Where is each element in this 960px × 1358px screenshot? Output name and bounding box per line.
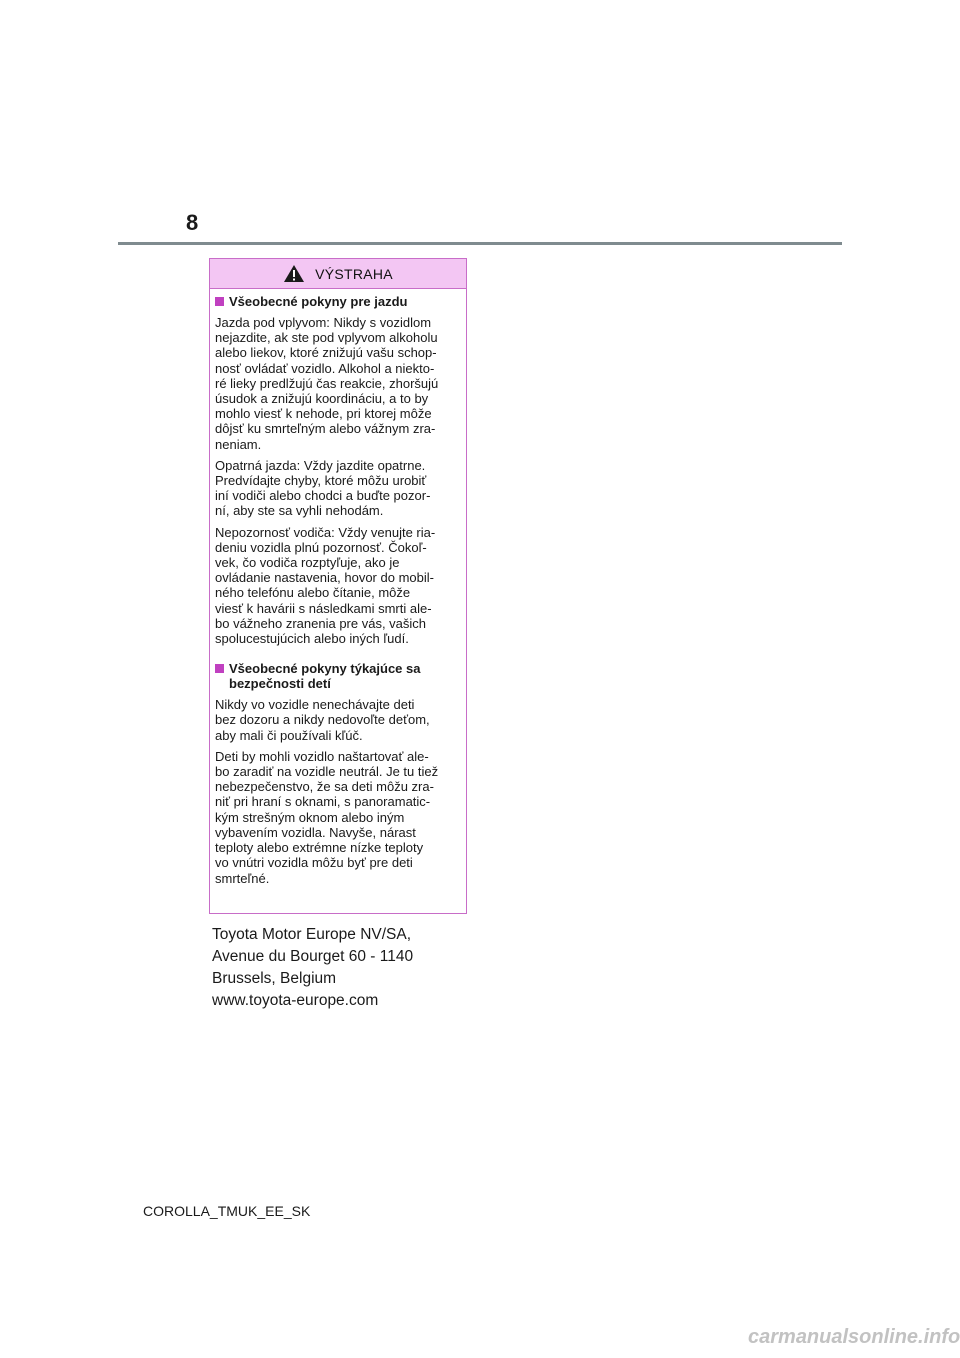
paragraph-influence: Jazda pod vplyvom: Nikdy s vozidlom nejazdite, ak ste pod vplyvom alkoholu alebo liekov, ktoré znižujú vašu schop- nosť ovládať vozidlo. Alkohol a niekto- ré lieky predlžujú čas reakcie, zhoršujú úsudok a znižujú koordináciu, a to by mohlo viesť k nehode, pri ktorej môže dôjsť ku smrteľným alebo vážnym zra- neniam. (215, 315, 439, 452)
publisher-address (212, 924, 413, 1012)
address-line: Avenue du Bourget 60 - 1140 (212, 948, 414, 965)
watermark: carmanualsonline.info (748, 1326, 960, 1348)
section-heading-children: Všeobecné pokyny týkajúce sa bezpečnosti detí (215, 661, 461, 691)
warning-triangle-icon (283, 264, 305, 283)
paragraph-children-danger: Deti by mohli vozidlo naštartovať ale- bo zaradiť na vozidle neutrál. Je tu tiež nebezpečenstvo, že sa deti môžu zra- niť pri hraní s oknami, s panoramatic- kým strešným oknom alebo iným vybavením vozidla. Navyše, nárast teploty alebo extrémne nízke teploty vo vnútri vozidla môžu byť pre deti smrteľné. (215, 748, 439, 886)
address-line: Brussels, Belgium (212, 970, 337, 987)
header-rule (118, 242, 842, 245)
warning-header (210, 259, 466, 289)
paragraph-children-unattended: Nikdy vo vozidle nenechávajte deti bez dozoru a nikdy nedovoľte deťom, aby mali či používali kľúč. (215, 697, 430, 743)
bullet-square-icon (215, 664, 224, 673)
section-heading-driving: Všeobecné pokyny pre jazdu (215, 294, 461, 309)
warning-body (210, 289, 466, 886)
paragraph-inattention: Nepozornosť vodiča: Vždy venujte ria- deniu vozidla plnú pozornosť. Čokoľ- vek, čo vodiča rozptyľuje, ako je ovládanie nastavenia, hovor do mobil- ného telefónu alebo čítanie, môže viesť k havárii s následkami smrti ale- bo vážneho zranenia pre vás, vašich spolucestujúcich alebo iných ľudí. (215, 524, 436, 647)
bullet-square-icon (215, 297, 224, 306)
warning-box (209, 258, 467, 914)
page-number: 8 (186, 210, 199, 235)
address-website: www.toyota-europe.com (212, 992, 379, 1009)
address-line: Toyota Motor Europe NV/SA, (212, 926, 412, 943)
footer-code: COROLLA_TMUK_EE_SK (143, 1203, 311, 1219)
warning-title: VÝSTRAHA (315, 265, 393, 282)
paragraph-careful-driving: Opatrná jazda: Vždy jazdite opatrne. Predvídajte chyby, ktoré môžu urobiť iní vodiči alebo chodci a buďte pozor- ní, aby ste sa vyhli nehodám. (215, 457, 431, 519)
